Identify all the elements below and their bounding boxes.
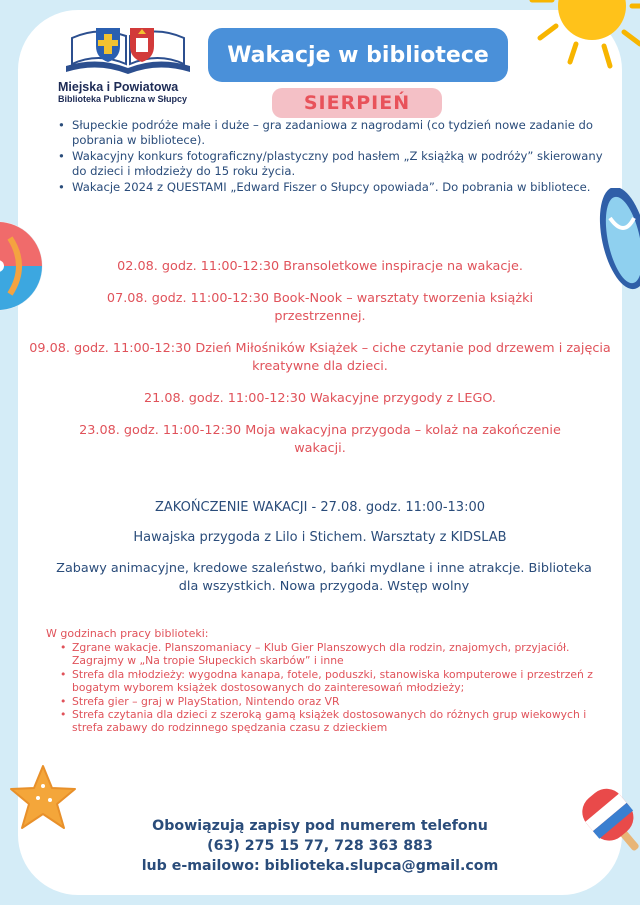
book-crest-icon <box>58 22 198 78</box>
page-title: Wakacje w bibliotece <box>208 28 508 82</box>
intro-list <box>58 118 606 196</box>
event-item: 02.08. godz. 11:00-12:30 Bransoletkowe inspiracje na wakacje. <box>117 259 523 274</box>
closing-details: Zabawy animacyjne, kredowe szaleństwo, bańki mydlane i inne atrakcje. Biblioteka dla wszystkich. Nowa przygoda. Wstęp wolny <box>56 561 592 594</box>
contact-phone: (63) 275 15 77, 728 363 883 <box>207 838 433 854</box>
sun-icon <box>512 0 640 84</box>
event-item: 23.08. godz. 11:00-12:30 Moja wakacyjna przygoda – kolaż na zakończenie wakacji. <box>79 423 561 456</box>
hours-item: • Zgrane wakacje. Planszomaniacy – Klub Gier Planszowych dla rodzin, znajomych, przyjaciół. Zagrajmy w „Na tropie Słupeckich skarbów” i inne <box>60 641 606 668</box>
library-hours-section <box>46 627 606 735</box>
event-item: 09.08. godz. 11:00-12:30 Dzień Miłośników Książek – ciche czytanie pod drzewem i zajęcia kreatywne dla dzieci. <box>29 341 611 374</box>
events-list <box>28 258 612 458</box>
hours-item: • Strefa czytania dla dzieci z szeroką gamą książek dostosowanych do różnych grup wiekowych i strefa zabawy do rodzinnego spędzania czasu z dzieckiem <box>60 708 606 735</box>
closing-subtitle: Hawajska przygoda z Lilo i Stichem. Warsztaty z KIDSLAB <box>133 530 507 545</box>
month-badge: SIERPIEŃ <box>272 88 442 118</box>
hours-item: • Strefa gier – graj w PlayStation, Nintendo oraz VR <box>60 695 606 708</box>
intro-item: • Słupeckie podróże małe i duże – gra zadaniowa z nagrodami (co tydzień nowe zadanie do pobrania w bibliotece). <box>58 118 606 148</box>
intro-item: • Wakacyjny konkurs fotograficzny/plastyczny pod hasłem „Z książką w podróży” skierowany do dzieci i młodzieży do 15 roku życia. <box>58 149 606 179</box>
contact-line-1: Obowiązują zapisy pod numerem telefonu <box>152 818 488 834</box>
starfish-icon <box>8 762 78 836</box>
logo-line-2: Biblioteka Publiczna w Słupcy <box>58 94 188 104</box>
logo-line-1: Miejska i Powiatowa <box>58 80 179 94</box>
intro-item: • Wakacje 2024 z QUESTAMI „Edward Fiszer o Słupcy opowiada”. Do pobrania w bibliotece. <box>58 180 606 195</box>
popsicle-icon <box>572 788 640 872</box>
event-item: 21.08. godz. 11:00-12:30 Wakacyjne przygody z LEGO. <box>144 391 496 406</box>
event-item: 07.08. godz. 11:00-12:30 Book-Nook – warsztaty tworzenia książki przestrzennej. <box>106 291 534 324</box>
hours-heading: W godzinach pracy biblioteki: <box>46 627 209 640</box>
library-logo <box>58 22 208 112</box>
hours-item: • Strefa dla młodzieży: wygodna kanapa, fotele, poduszki, stanowiska komputerowe i przestrzeń z bogatym wyborem książek dostosowanych do zainteresowań młodzieży; <box>60 668 606 695</box>
hours-list <box>60 641 606 735</box>
contact-email: lub e-mailowo: biblioteka.slupca@gmail.com <box>141 858 499 874</box>
closing-heading: ZAKOŃCZENIE WAKACJI - 27.08. godz. 11:00-13:00 <box>154 500 485 515</box>
contact-info <box>100 816 540 876</box>
